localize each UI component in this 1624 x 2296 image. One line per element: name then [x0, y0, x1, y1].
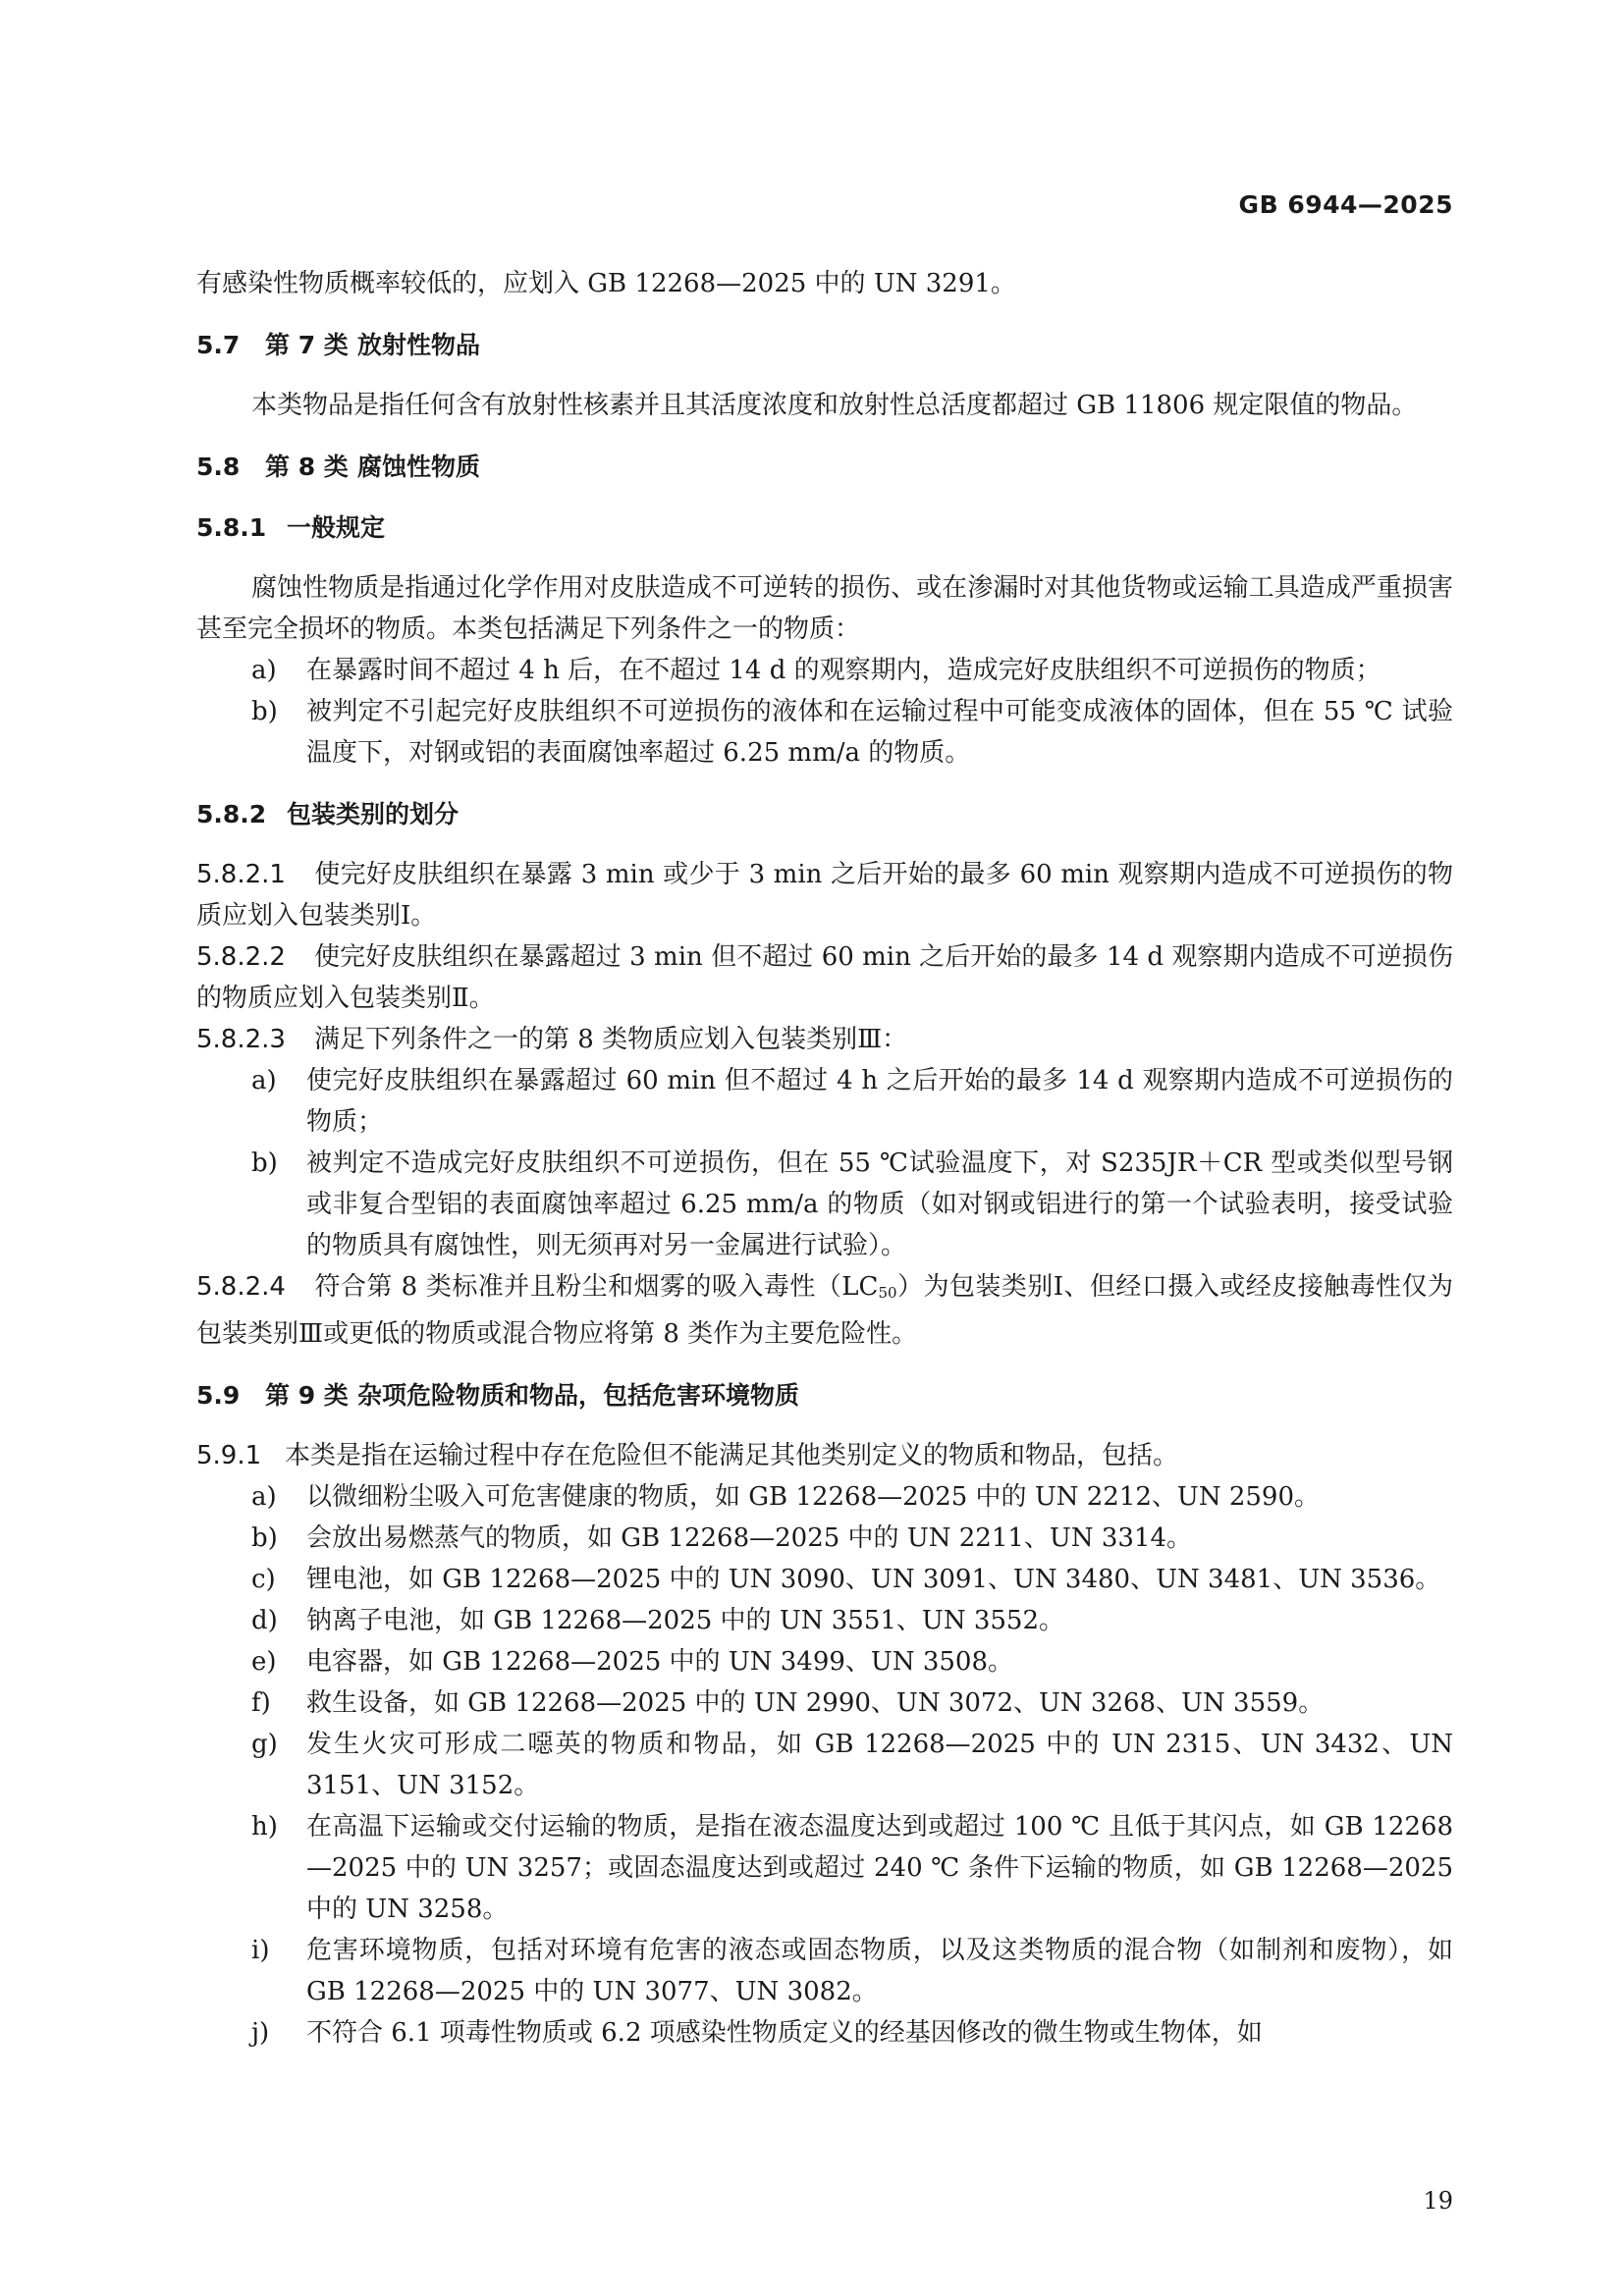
- clause-text: 本类是指在运输过程中存在危险但不能满足其他类别定义的物质和物品，包括。: [285, 1441, 1179, 1470]
- list-item-text: 使完好皮肤组织在暴露超过 60 min 但不超过 4 h 之后开始的最多 14 d 观察期内造成不可逆损伤的物质；: [306, 1066, 1453, 1137]
- list-item-label: d): [251, 1606, 278, 1635]
- clause-text: 使完好皮肤组织在暴露 3 min 或少于 3 min 之后开始的最多 60 min 观察期内造成不可逆损伤的物质应划入包装类别Ⅰ。: [196, 860, 1453, 931]
- list-item-label: g): [251, 1730, 278, 1759]
- subsection-title: 包装类别的划分: [287, 800, 460, 828]
- list-item-text: 被判定不造成完好皮肤组织不可逆损伤，但在 55 ℃试验温度下，对 S235JR＋CR 型或类似型号钢或非复合型铝的表面腐蚀率超过 6.25 mm/a 的物质（如对钢或铝进行的第一个试验表明，接受试验的物质具有腐蚀性，则无须再对另一金属进行试验）。: [306, 1148, 1453, 1260]
- clause-5-9-1: [196, 1435, 1453, 1476]
- section-heading-5-7: [196, 326, 1453, 365]
- clause-number: 5.8.2.3: [196, 1025, 286, 1054]
- list-item-text: 不符合 6.1 项毒性物质或 6.2 项感染性物质定义的经基因修改的微生物或生物体，如: [306, 2018, 1263, 2048]
- list-item-text: 钠离子电池，如 GB 12268—2025 中的 UN 3551、UN 3552。: [306, 1606, 1065, 1635]
- clause-text-cont: ）为包装类别Ⅰ、但经口摄入或经皮接触毒性仅为包装类别Ⅲ或更低的物质或混合物应将第 8 类作为主要危险性。: [196, 1272, 1453, 1349]
- list-item: [196, 1930, 1453, 2012]
- list-item: [196, 1518, 1453, 1559]
- page-number: 19: [1423, 2187, 1453, 2215]
- list-item-text: 以微细粉尘吸入可危害健康的物质，如 GB 12268—2025 中的 UN 2212、UN 2590。: [306, 1482, 1321, 1512]
- clause-5-8-2-2: [196, 936, 1453, 1019]
- clause-number: 5.8.2.2: [196, 942, 286, 972]
- section-class: 第 9 类: [265, 1381, 349, 1410]
- section-number: 5.7: [196, 331, 241, 359]
- section-number: 5.8: [196, 453, 241, 481]
- section-title: 杂项危险物质和物品，包括危害环境物质: [357, 1381, 800, 1410]
- list-item-text: 电容器，如 GB 12268—2025 中的 UN 3499、UN 3508。: [306, 1647, 1014, 1677]
- clause-number: 5.8.2.1: [196, 860, 286, 889]
- clause-5-8-2-1: [196, 854, 1453, 936]
- list-item-text: 锂电池，如 GB 12268—2025 中的 UN 3090、UN 3091、UN 3480、UN 3481、UN 3536。: [306, 1565, 1441, 1594]
- section-heading-5-9: [196, 1376, 1453, 1415]
- clause-5-8-2-3: [196, 1019, 1453, 1060]
- list-item-text: 救生设备，如 GB 12268—2025 中的 UN 2990、UN 3072、UN 3268、UN 3559。: [306, 1688, 1325, 1718]
- lc-subscript: 50: [878, 1284, 897, 1302]
- section-class: 第 7 类: [265, 331, 349, 359]
- section-number: 5.9: [196, 1381, 241, 1410]
- subsection-number: 5.8.2: [196, 800, 267, 828]
- subsection-title: 一般规定: [287, 513, 386, 542]
- page-content: [196, 263, 1453, 2054]
- section-title: 腐蚀性物质: [357, 453, 481, 481]
- list-item: [196, 2012, 1453, 2054]
- list-item-label: a): [251, 1482, 277, 1512]
- list-item-label: a): [251, 656, 277, 685]
- list-item-text: 危害环境物质，包括对环境有危害的液态或固态物质，以及这类物质的混合物（如制剂和废物），如 GB 12268—2025 中的 UN 3077、UN 3082。: [306, 1936, 1453, 2006]
- list-item: [196, 1600, 1453, 1641]
- clause-text: 符合第 8 类标准并且粉尘和烟雾的吸入毒性（LC: [314, 1272, 879, 1302]
- list-item: [196, 691, 1453, 774]
- list-item: [196, 650, 1453, 691]
- list-item-label: j): [251, 2018, 270, 2048]
- list-item-label: h): [251, 1812, 278, 1842]
- subsection-number: 5.8.1: [196, 513, 267, 542]
- list-item-label: i): [251, 1936, 270, 1965]
- list-item-label: f): [251, 1688, 271, 1718]
- list-item-text: 会放出易燃蒸气的物质，如 GB 12268—2025 中的 UN 2211、UN 3314。: [306, 1523, 1193, 1553]
- list-item-label: b): [251, 1523, 278, 1553]
- clause-number: 5.8.2.4: [196, 1272, 286, 1302]
- clause-text: 使完好皮肤组织在暴露超过 3 min 但不超过 60 min 之后开始的最多 14 d 观察期内造成不可逆损伤的物质应划入包装类别Ⅱ。: [196, 942, 1453, 1013]
- list-item-text: 被判定不引起完好皮肤组织不可逆损伤的液体和在运输过程中可能变成液体的固体，但在 55 ℃ 试验温度下，对钢或铝的表面腐蚀率超过 6.25 mm/a 的物质。: [306, 697, 1453, 768]
- list-item-text: 发生火灾可形成二噁英的物质和物品，如 GB 12268—2025 中的 UN 2315、UN 3432、UN 3151、UN 3152。: [306, 1730, 1453, 1800]
- list-item: [196, 1682, 1453, 1724]
- clause-number: 5.9.1: [196, 1441, 262, 1470]
- list-item: [196, 1559, 1453, 1600]
- list-item-label: e): [251, 1647, 277, 1677]
- section-title: 放射性物品: [357, 331, 481, 359]
- clause-5-8-2-4: [196, 1266, 1453, 1355]
- subsection-heading-5-8-1: [196, 508, 1453, 548]
- list-item: [196, 1724, 1453, 1806]
- section-heading-5-8: [196, 448, 1453, 487]
- section-body-5-7: 本类物品是指任何含有放射性核素并且其活度浓度和放射性总活度都超过 GB 11806 规定限值的物品。: [251, 391, 1418, 420]
- list-item-text: 在高温下运输或交付运输的物质，是指在液态温度达到或超过 100 ℃ 且低于其闪点，如 GB 12268—2025 中的 UN 3257；或固态温度达到或超过 240 ℃ 条件下运输的物质，如 GB 12268—2025 中的 UN 3258。: [306, 1812, 1453, 1924]
- list-item-label: b): [251, 1148, 278, 1178]
- clause-text: 满足下列条件之一的第 8 类物质应划入包装类别Ⅲ：: [314, 1025, 908, 1054]
- list-item: [196, 1806, 1453, 1930]
- list-item-label: a): [251, 1066, 277, 1095]
- list-item-text: 在暴露时间不超过 4 h 后，在不超过 14 d 的观察期内，造成完好皮肤组织不可逆损伤的物质；: [306, 656, 1381, 685]
- list-item: [196, 1060, 1453, 1143]
- continuation-text: 有感染性物质概率较低的，应划入 GB 12268—2025 中的 UN 3291。: [196, 269, 1016, 298]
- list-item-label: b): [251, 697, 278, 726]
- standard-code-header: GB 6944—2025: [1238, 190, 1453, 219]
- list-item: [196, 1143, 1453, 1266]
- subsection-body-5-8-1: 腐蚀性物质是指通过化学作用对皮肤造成不可逆转的损伤、或在渗漏时对其他货物或运输工具造成严重损害甚至完全损坏的物质。本类包括满足下列条件之一的物质：: [196, 573, 1453, 644]
- subsection-heading-5-8-2: [196, 795, 1453, 834]
- list-item-label: c): [251, 1565, 276, 1594]
- section-class: 第 8 类: [265, 453, 349, 481]
- list-item: [196, 1641, 1453, 1682]
- list-item: [196, 1476, 1453, 1518]
